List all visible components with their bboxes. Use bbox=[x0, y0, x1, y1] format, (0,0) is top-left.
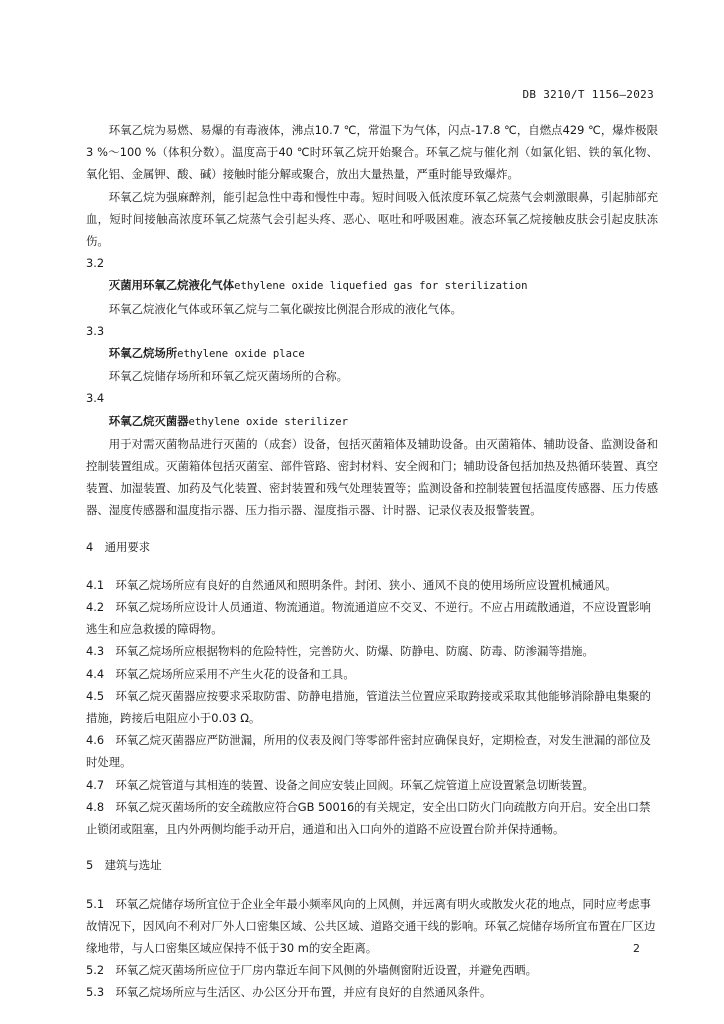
term-title bbox=[86, 274, 658, 297]
term-definition: 用于对需灭菌物品进行灭菌的（成套）设备，包括灭菌箱体及辅助设备。由灭菌箱体、辅助设备、监测设备和控制装置组成。灭菌箱体包括灭菌室、部件管路、密封材料、安全阀和门；辅助设备包括加热及热循环装置、真空装置、加湿装置、加药及气化装置、密封装置和残气处理装置等；监测设备和控制装置包括温度传感器、压力传感器、湿度传感器和温度指示器、压力指示器、湿度指示器、计时器、记录仪表及报警装置。 bbox=[86, 436, 658, 518]
document-body bbox=[86, 119, 658, 1004]
clause: 5.3 环氧乙烷场所应与生活区、办公区分开布置，并应有良好的自然通风条件。 bbox=[86, 985, 492, 1000]
page-number: 2 bbox=[633, 942, 640, 955]
clause: 5.2 环氧乙烷灭菌场所应位于厂房内靠近车间下风侧的外墙侧窗附近设置，并避免西晒。 bbox=[86, 963, 537, 978]
paragraph-properties: 环氧乙烷为易燃、易爆的有毒液体，沸点10.7 ℃，常温下为气体，闪点-17.8 ℃，自燃点429 ℃，爆炸极限3 %～100 %（体积分数）。温度高于40 ℃时环氧乙烷开始聚合。环氧乙烷与催化剂（如氯化铝、铁的氧化物、氧化铝、金属钾、酸、碱）接触时能分解或聚合，放出大量热量，严重时能导致爆炸。 bbox=[86, 123, 658, 182]
paragraph-toxicity: 环氧乙烷为强麻醉剂，能引起急性中毒和慢性中毒。短时间吸入低浓度环氧乙烷蒸气会刺激眼鼻，引起肺部充血，短时间接触高浓度环氧乙烷蒸气会引起头疼、恶心、呕吐和呼吸困难。液态环氧乙烷接触皮肤会引起皮肤冻伤。 bbox=[86, 189, 658, 249]
term-number: 3.4 bbox=[86, 391, 105, 406]
term-title bbox=[86, 342, 658, 365]
clause: 4.8 环氧乙烷灭菌场所的安全疏散应符合GB 50016的有关规定，安全出口防火门向疏散方向开启。安全出口禁止锁闭或阻塞，且内外两侧均能手动开启，通道和出入口向外的道路不应设置台阶并保持通畅。 bbox=[86, 799, 651, 837]
clause: 4.1 环氧乙烷场所应有良好的自然通风和照明条件。封闭、狭小、通风不良的使用场所应设置机械通风。 bbox=[86, 577, 617, 592]
section-heading: 5 建筑与选址 bbox=[86, 858, 162, 873]
clause: 4.2 环氧乙烷场所应设计人员通道、物流通道。物流通道应不交叉、不逆行。不应占用疏散通道，不应设置影响逃生和应急救援的障碍物。 bbox=[86, 600, 651, 637]
term-name-en: ethylene oxide sterilizer bbox=[188, 415, 348, 428]
section-heading: 4 通用要求 bbox=[86, 539, 151, 554]
clause: 4.3 环氧乙烷场所应根据物料的危险特性，完善防火、防爆、防静电、防腐、防毒、防渗漏等措施。 bbox=[86, 644, 594, 659]
standard-code: DB 3210/T 1156—2023 bbox=[522, 88, 654, 101]
clause: 4.4 环氧乙烷场所应采用不产生火花的设备和工具。 bbox=[86, 666, 355, 681]
term-name-en: ethylene oxide place bbox=[177, 348, 305, 361]
term-name-zh: 灭菌用环氧乙烷液化气体 bbox=[108, 278, 235, 293]
term-name-zh: 环氧乙烷场所 bbox=[108, 346, 178, 361]
term-name-zh: 环氧乙烷灭菌器 bbox=[108, 413, 189, 428]
clause: 4.7 环氧乙烷管道与其相连的装置、设备之间应安装止回阀。环氧乙烷管道上应设置紧急切断装置。 bbox=[86, 777, 594, 792]
term-number: 3.2 bbox=[86, 256, 105, 271]
clause: 4.5 环氧乙烷灭菌器应按要求采取防雷、防静电措施，管道法兰位置应采取跨接或采取其他能够消除静电集聚的措施，跨接后电阻应小于0.03 Ω。 bbox=[86, 688, 651, 726]
term-number: 3.3 bbox=[86, 323, 105, 338]
term-name-en: ethylene oxide liquefied gas for sterilization bbox=[234, 280, 528, 293]
term-definition: 环氧乙烷储存场所和环氧乙烷灭菌场所的合称。 bbox=[108, 369, 349, 384]
term-title bbox=[86, 410, 658, 433]
term-definition: 环氧乙烷液化气体或环氧乙烷与二氧化碳按比例混合形成的液化气体。 bbox=[108, 301, 462, 316]
clause: 5.1 环氧乙烷储存场所宜位于企业全年最小频率风向的上风侧，并远离有明火或散发火花的地点，同时应考虑事故情况下，因风向不利对厂外人口密集区域、公共区域、道路交通干线的影响。环氧乙烷储存场所宜布置在厂区边缘地带，与人口密集区域应保持不低于30 m的安全距离。 bbox=[86, 896, 656, 955]
clause: 4.6 环氧乙烷灭菌器应严防泄漏，所用的仪表及阀门等零部件密封应确保良好，定期检查，对发生泄漏的部位及时处理。 bbox=[86, 733, 651, 770]
